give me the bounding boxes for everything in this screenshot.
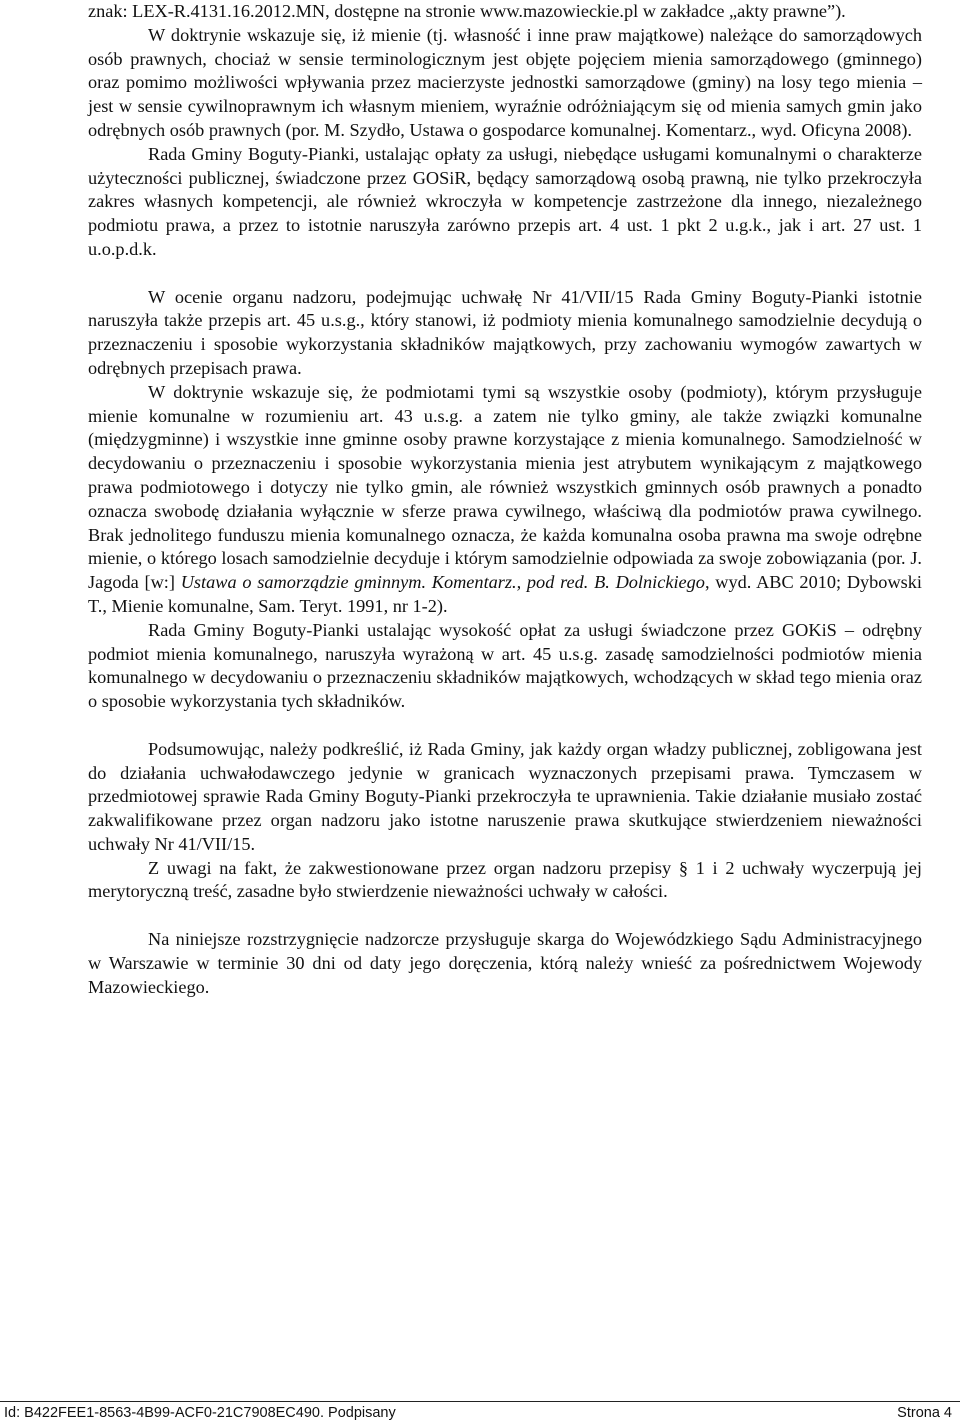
- paragraph-rada-gminy-gokis: Rada Gminy Boguty-Pianki ustalając wysokość opłat za usługi świadczone przez GOKiS – odrębny podmiot mienia komunalnego, naruszyła wyrażoną w art. 45 u.s.g. zasadę samodzielności podmiotów mienia komunalnego w decydowaniu o przeznaczeniu składników majątkowych, wchodzących w skład tego mienia oraz o sposobie wykorzystania tych składników.: [88, 619, 922, 712]
- italic-citation: Ustawa o samorządzie gminnym. Komentarz., pod red. B. Dolnickiego: [180, 572, 705, 593]
- document-page: [88, 0, 922, 999]
- paragraph-podsumowanie: Podsumowując, należy podkreślić, iż Rada Gminy, jak każdy organ władzy publicznej, zobligowana jest do działania uchwałodawczego jedynie w granicach wyznaczonych przepisami prawa. Tymczasem w przedmiotowej sprawie Rada Gminy Boguty-Pianki przekroczyła te uprawnienia. Takie działanie musiało zostać zakwalifikowane przez organ nadzoru jako istotne naruszenie prawa skutkujące stwierdzeniem nieważności uchwały Nr 41/VII/15.: [88, 738, 922, 854]
- paragraph-doctrine-podmioty: [88, 381, 922, 619]
- spacer: [88, 262, 922, 286]
- spacer: [88, 714, 922, 738]
- text-run: , wyd. ABC 2010; Dybowski T., Mienie komunalne, Sam. Teryt. 1991, nr 1-2).: [88, 572, 922, 616]
- document-id: Id: B422FEE1-8563-4B99-ACF0-21C7908EC490. Podpisany: [4, 1405, 396, 1421]
- page-number: Strona 4: [897, 1405, 952, 1421]
- paragraph-zakres: Z uwagi na fakt, że zakwestionowane przez organ nadzoru przepisy § 1 i 2 uchwały wyczerpują jej merytoryczną treść, zasadne było stwierdzenie nieważności uchwały w całości.: [88, 857, 922, 902]
- paragraph-pouczenie: Na niniejsze rozstrzygnięcie nadzorcze przysługuje skarga do Wojewódzkiego Sądu Administracyjnego w Warszawie w terminie 30 dni od daty jego doręczenia, którą należy wnieść za pośrednictwem Wojewody Mazowieckiego.: [88, 929, 922, 997]
- paragraph-doctrine-mienie: W doktrynie wskazuje się, iż mienie (tj. własność i inne praw majątkowe) należące do samorządowych osób prawnych, chociaż w sensie terminologicznym jest objęte pojęciem mienia samorządowego (gminnego) oraz pomimo możliwości wpływania przez macierzyste jednostki samorządowe (gminy) na losy tego mienia – jest w sensie cywilnoprawnym ich własnym mieniem, wyraźnie odróżniającym się od mienia samych gmin jako odrębnych osób prawnych (por. M. Szydło, Ustawa o gospodarce komunalnej. Komentarz., wyd. Oficyna 2008).: [88, 24, 922, 140]
- paragraph-reference: znak: LEX-R.4131.16.2012.MN, dostępne na stronie www.mazowieckie.pl w zakładce „akty prawne”).: [88, 1, 846, 21]
- page-footer: [0, 1401, 960, 1425]
- text-run: W doktrynie wskazuje się, że podmiotami tymi są wszystkie osoby (podmioty), którym przysługuje mienie komunalne w rozumieniu art. 43 u.s.g. a zatem nie tylko gminy, ale także związki komunalne (międzygminne) i wszystkie inne gminne osoby prawne korzystające z mienia komunalnego. Samodzielność w decydowaniu o przeznaczeniu i sposobie wykorzystania mienia jest atrybutem wynikającym z majątkowego prawa podmiotowego i dotyczy nie tylko gmin, ale również wszystkich gminnych osób prawnych a ponadto oznacza swobodę działania wyłącznie w sferze prawa cywilnego, właściwą dla podmiotów prawa cywilnego. Brak jednolitego funduszu mienia komunalnego oznacza, że każda komunalna osoba prawna ma swoje odrębne mienie, o którego losach samodzielnie decyduje i którym samodzielnie odpowiada za swoje zobowiązania (por. J. Jagoda [w:]: [88, 381, 922, 593]
- spacer: [88, 904, 922, 928]
- paragraph-ocena-organu: W ocenie organu nadzoru, podejmując uchwałę Nr 41/VII/15 Rada Gminy Boguty-Pianki istotnie naruszyła także przepis art. 45 u.s.g., który stanowi, iż podmioty mienia komunalnego samodzielnie decydują o przeznaczeniu i sposobie wykorzystania składników majątkowych, przy zachowaniu wymogów zawartych w odrębnych przepisach prawa.: [88, 286, 922, 378]
- paragraph-rada-gminy-gosir: Rada Gminy Boguty-Pianki, ustalając opłaty za usługi, niebędące usługami komunalnymi o charakterze użyteczności publicznej, świadczone przez GOSiR, będący samorządową osobą prawną, nie tylko przekroczyła zakres własnych kompetencji, ale również wkroczyła w kompetencje zastrzeżone dla innego, niezależnego podmiotu prawa, a przez to istotnie naruszyła zarówno przepis art. 4 ust. 1 pkt 2 u.g.k., jak i art. 27 ust. 1 u.o.p.d.k.: [88, 143, 922, 259]
